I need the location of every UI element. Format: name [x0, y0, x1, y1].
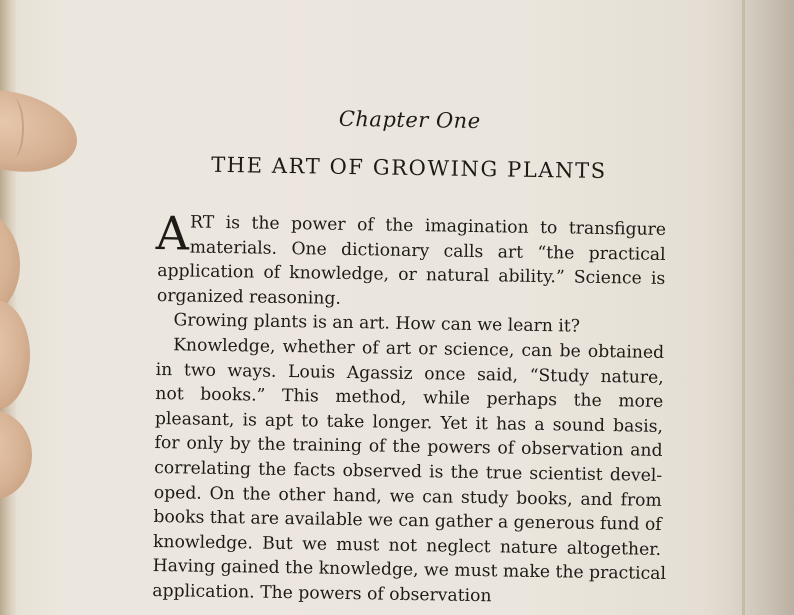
text-line: application. The powers of observation	[152, 580, 492, 607]
finger	[0, 410, 32, 500]
text-line: correlating the facts observed is the true scientist devel-	[154, 457, 663, 486]
chapter-label: Chapter One	[338, 106, 481, 134]
page-curl	[742, 0, 745, 615]
text-line: knowledge. But we must not neglect nature altogether.	[152, 531, 662, 560]
knuckle-crease	[2, 98, 24, 158]
text-line: application of knowledge, or natural ability.” Science is	[157, 261, 666, 290]
text-line: organized reasoning.	[156, 285, 342, 309]
text-line: materials. One dictionary calls art “the practical	[189, 237, 666, 265]
text-line: oped. On the other hand, we can study books, and from	[153, 482, 662, 511]
finger	[0, 300, 30, 410]
gutter-shadow	[730, 0, 794, 615]
text-line: books that are available we can gather a generous fund of	[153, 507, 662, 536]
drop-cap: A	[155, 205, 190, 261]
text-line: pleasant, is apt to take longer. Yet it has a sound basis,	[154, 408, 664, 437]
text-line: in two ways. Louis Agassiz once said, “Study nature,	[155, 359, 664, 388]
text-line: Growing plants is an art. How can we learn it?	[173, 310, 581, 337]
text-line: for only by the training of the powers of observation and	[154, 433, 663, 462]
page-text	[152, 100, 670, 607]
text-line: Knowledge, whether of art or science, can be obtained	[172, 335, 665, 363]
body-text	[152, 205, 667, 611]
text-line: Having gained the knowledge, we must make the practical	[152, 556, 667, 585]
chapter-title: THE ART OF GROWING PLANTS	[210, 152, 607, 184]
text-line: RT is the power of the imagination to transfigure	[189, 212, 667, 240]
text-line: not books.” This method, while perhaps the more	[155, 384, 664, 413]
